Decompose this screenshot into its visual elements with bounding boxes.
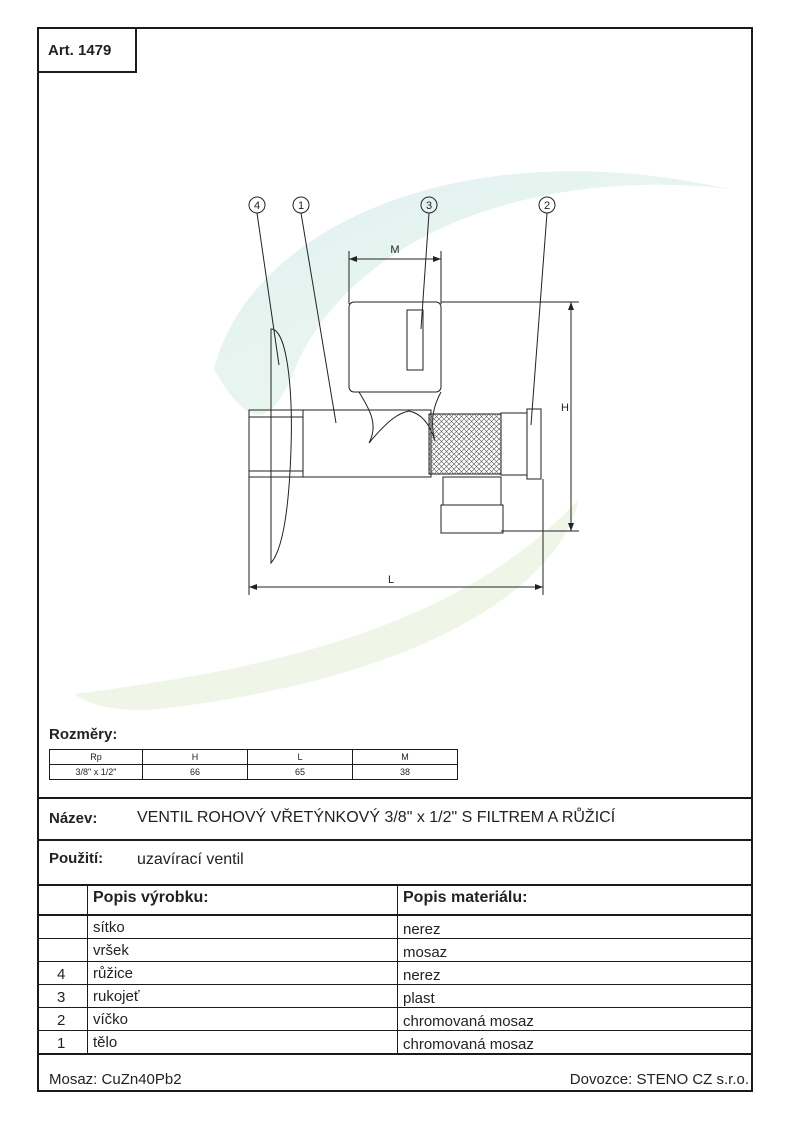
dim-value-rp: 3/8" x 1/2": [50, 765, 143, 780]
document-sheet: [37, 27, 753, 1092]
dim-label-l: L: [387, 574, 395, 586]
callout-label-4: 4: [253, 200, 261, 212]
part-name: vršek: [93, 942, 129, 959]
dim-header-l: L: [248, 750, 353, 765]
pouziti-value: uzavírací ventil: [137, 851, 244, 868]
part-material: chromovaná mosaz: [403, 1036, 534, 1053]
callout-label-3: 3: [425, 200, 433, 212]
parts-header-product: Popis výrobku:: [93, 889, 209, 906]
divider-nazev: [39, 797, 751, 799]
part-number: 3: [57, 989, 66, 1006]
part-material: chromovaná mosaz: [403, 1013, 534, 1030]
pouziti-label: Použití:: [49, 850, 104, 867]
nazev-value: VENTIL ROHOVÝ VŘETÝNKOVÝ 3/8" x 1/2" S FILTREM A RŮŽICÍ: [137, 809, 616, 826]
handle-cap: [349, 302, 441, 392]
part-name: růžice: [93, 965, 134, 982]
part-number: 4: [57, 966, 66, 983]
footer-material: Mosaz: CuZn40Pb2: [49, 1071, 182, 1088]
valve-drawing: [39, 29, 751, 729]
part-material: nerez: [403, 967, 441, 984]
dimensions-value-row: [50, 765, 458, 780]
divider-pouziti: [39, 839, 751, 841]
callout-label-2: 2: [543, 200, 551, 212]
article-number: Art. 1479: [39, 29, 137, 73]
divider-parts: [39, 884, 751, 886]
dim-value-l: 65: [248, 765, 353, 780]
part-name: víčko: [93, 1011, 129, 1028]
part-material: mosaz: [403, 944, 448, 961]
part-name: sítko: [93, 919, 125, 936]
thread: [501, 413, 527, 475]
part-name: rukojeť: [93, 988, 140, 1005]
dimensions-header-row: [50, 750, 458, 765]
part-number: 1: [57, 1035, 66, 1052]
part-number: 2: [57, 1012, 66, 1029]
dim-header-h: H: [143, 750, 248, 765]
parts-header-material: Popis materiálu:: [403, 889, 528, 906]
dimensions-title: Rozměry:: [49, 726, 118, 743]
dim-value-h: 66: [143, 765, 248, 780]
callout-label-1: 1: [297, 200, 305, 212]
dim-label-m: M: [390, 244, 400, 256]
filter-knurl: [429, 414, 501, 474]
nazev-label: Název:: [49, 810, 98, 827]
valve-body: [303, 410, 431, 477]
footer-importer: Dovozce: STENO CZ s.r.o.: [569, 1071, 749, 1088]
outlet-nut: [443, 477, 501, 505]
dimensions-table: [49, 749, 458, 780]
dim-header-m: M: [353, 750, 458, 765]
dim-label-h: H: [561, 402, 569, 414]
watermark-swoosh-top: [214, 171, 729, 414]
dim-header-rp: Rp: [50, 750, 143, 765]
part-name: tělo: [93, 1034, 118, 1051]
dim-value-m: 38: [353, 765, 458, 780]
part-material: plast: [403, 990, 435, 1007]
part-material: nerez: [403, 921, 441, 938]
valve-body-left: [249, 410, 303, 477]
